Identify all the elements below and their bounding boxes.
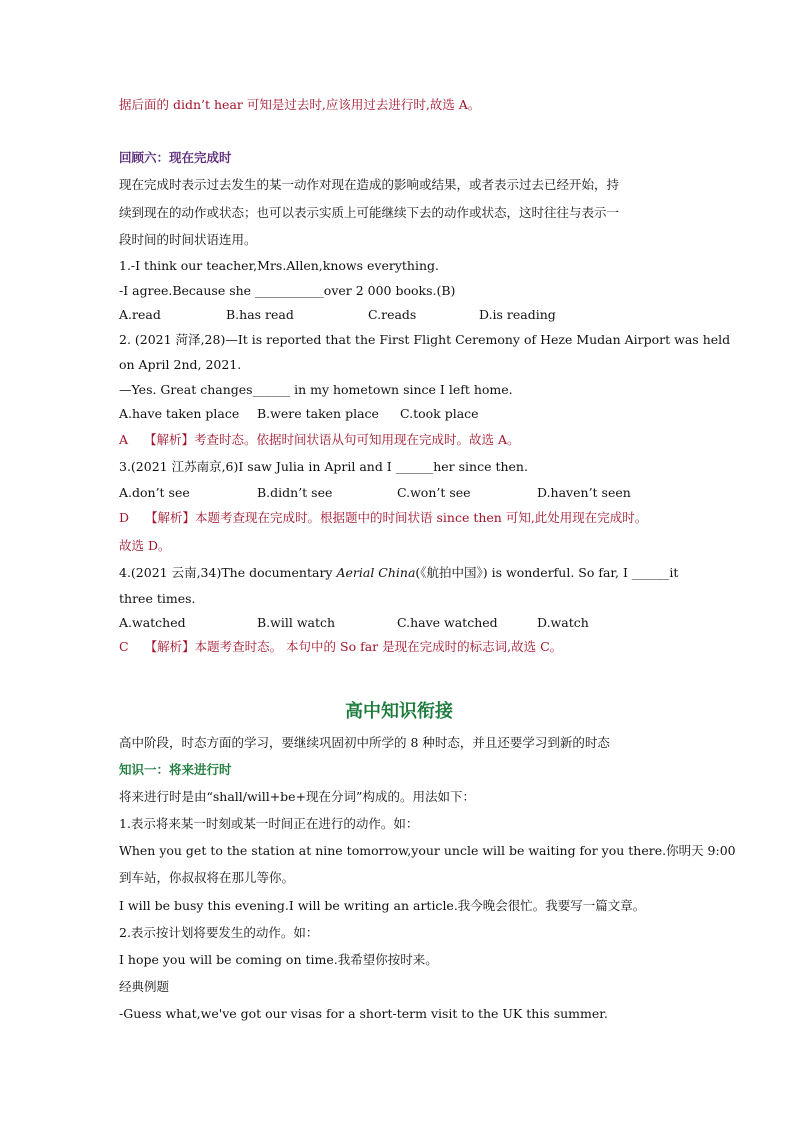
q2-line2: on April 2nd, 2021.	[119, 357, 242, 372]
q1-option-d: D.is reading	[479, 307, 556, 322]
q1-option-b: B.has read	[226, 307, 294, 322]
previous-answer-note: 据后面的 didn’t hear 可知是过去时,应该用过去进行时,故选 A。	[119, 97, 481, 112]
q4-option-d: D.watch	[537, 615, 589, 630]
q4-film-title: Aerial China	[336, 565, 416, 580]
knowledge1-definition: 将来进行时是由“shall/will+be+现在分词”构成的。用法如下：	[119, 789, 475, 804]
q1-option-a: A.read	[119, 307, 161, 322]
q2-option-c: C.took place	[400, 406, 479, 421]
example3: I hope you will be coming on time.我希望你按时来。	[119, 952, 438, 967]
q3-option-b: B.didn’t see	[257, 485, 333, 500]
q4-answer-explanation: 【解析】本题考查时态。 本句中的 So far 是现在完成时的标志词,故选 C。	[144, 639, 563, 654]
q3-answer-explanation: 【解析】本题考查现在完成时。根据题中的时间状语 since then 可知,此处用现在完成时。	[145, 510, 648, 525]
q4-answer	[119, 639, 562, 655]
q1-options	[119, 307, 556, 323]
q2-line1: 2. (2021 菏泽,28)—It is reported that the First Flight Ceremony of Heze Mudan Airport was held	[119, 332, 731, 347]
q1-line1: 1.-I think our teacher,Mrs.Allen,knows everything.	[119, 258, 439, 273]
classic-examples-heading: 经典例题	[119, 979, 170, 994]
usage-1: 1.表示将来某一时刻或某一时间正在进行的动作。如：	[119, 816, 419, 831]
example2: I will be busy this evening.I will be writing an article.我今晚会很忙。我要写一篇文章。	[119, 898, 646, 913]
q4-option-a: A.watched	[119, 615, 186, 630]
q4-line1-post: (《航拍中国》) is wonderful. So far, I ______it	[415, 565, 679, 580]
section-title-high-school: 高中知识衔接	[345, 701, 453, 722]
q3-option-c: C.won’t see	[397, 485, 471, 500]
q1-line2: -I agree.Because she ___________over 2 000 books.(B)	[119, 283, 456, 298]
hs-intro: 高中阶段，时态方面的学习，要继续巩固初中所学的 8 种时态，并且还要学习到新的时态	[119, 735, 610, 750]
q4-line1-pre: 4.(2021 云南,34)The documentary	[119, 565, 337, 580]
q3-answer-letter: D	[119, 510, 130, 525]
q4-line2: three times.	[119, 591, 196, 606]
q3-answer	[119, 510, 647, 526]
q2-options	[119, 406, 479, 422]
q2-option-b: B.were taken place	[257, 406, 379, 421]
q4-answer-letter: C	[119, 639, 129, 654]
classic-example-q1: -Guess what,we've got our visas for a short-term visit to the UK this summer.	[119, 1006, 608, 1021]
q2-line3: —Yes. Great changes______ in my hometown since I left home.	[119, 382, 513, 397]
q3-line1: 3.(2021 江苏南京,6)I saw Julia in April and I ______her since then.	[119, 459, 528, 474]
q2-answer-explanation: 【解析】考查时态。依据时间状语从句可知用现在完成时。故选 A。	[144, 432, 520, 447]
q4-option-c: C.have watched	[397, 615, 498, 630]
example1-line2: 到车站，你叔叔将在那儿等你。	[119, 870, 295, 885]
q3-option-a: A.don’t see	[119, 485, 190, 500]
intro-line-2: 续到现在的动作或状态；也可以表示实质上可能继续下去的动作或状态，这时往往与表示一	[119, 205, 620, 220]
example1-line1: When you get to the station at nine tomorrow,your uncle will be waiting for you there.你明天 9:00	[119, 843, 736, 858]
intro-line-3: 段时间的时间状语连用。	[119, 232, 257, 247]
q2-answer	[119, 432, 520, 448]
section-heading-present-perfect: 回顾六：现在完成时	[119, 150, 232, 165]
q2-option-a: A.have taken place	[119, 406, 240, 421]
usage-2: 2.表示按计划将要发生的动作。如：	[119, 925, 319, 940]
q4-option-b: B.will watch	[257, 615, 336, 630]
q3-answer-line2: 故选 D。	[119, 538, 171, 553]
q3-options	[119, 485, 631, 501]
q2-answer-letter: A	[119, 432, 129, 447]
q4-options	[119, 615, 589, 631]
q4-line1	[119, 565, 678, 581]
q1-option-c: C.reads	[368, 307, 417, 322]
intro-line-1: 现在完成时表示过去发生的某一动作对现在造成的影响或结果，或者表示过去已经开始，持	[119, 177, 620, 192]
knowledge1-heading: 知识一：将来进行时	[119, 762, 232, 777]
q3-option-d: D.haven’t seen	[537, 485, 631, 500]
